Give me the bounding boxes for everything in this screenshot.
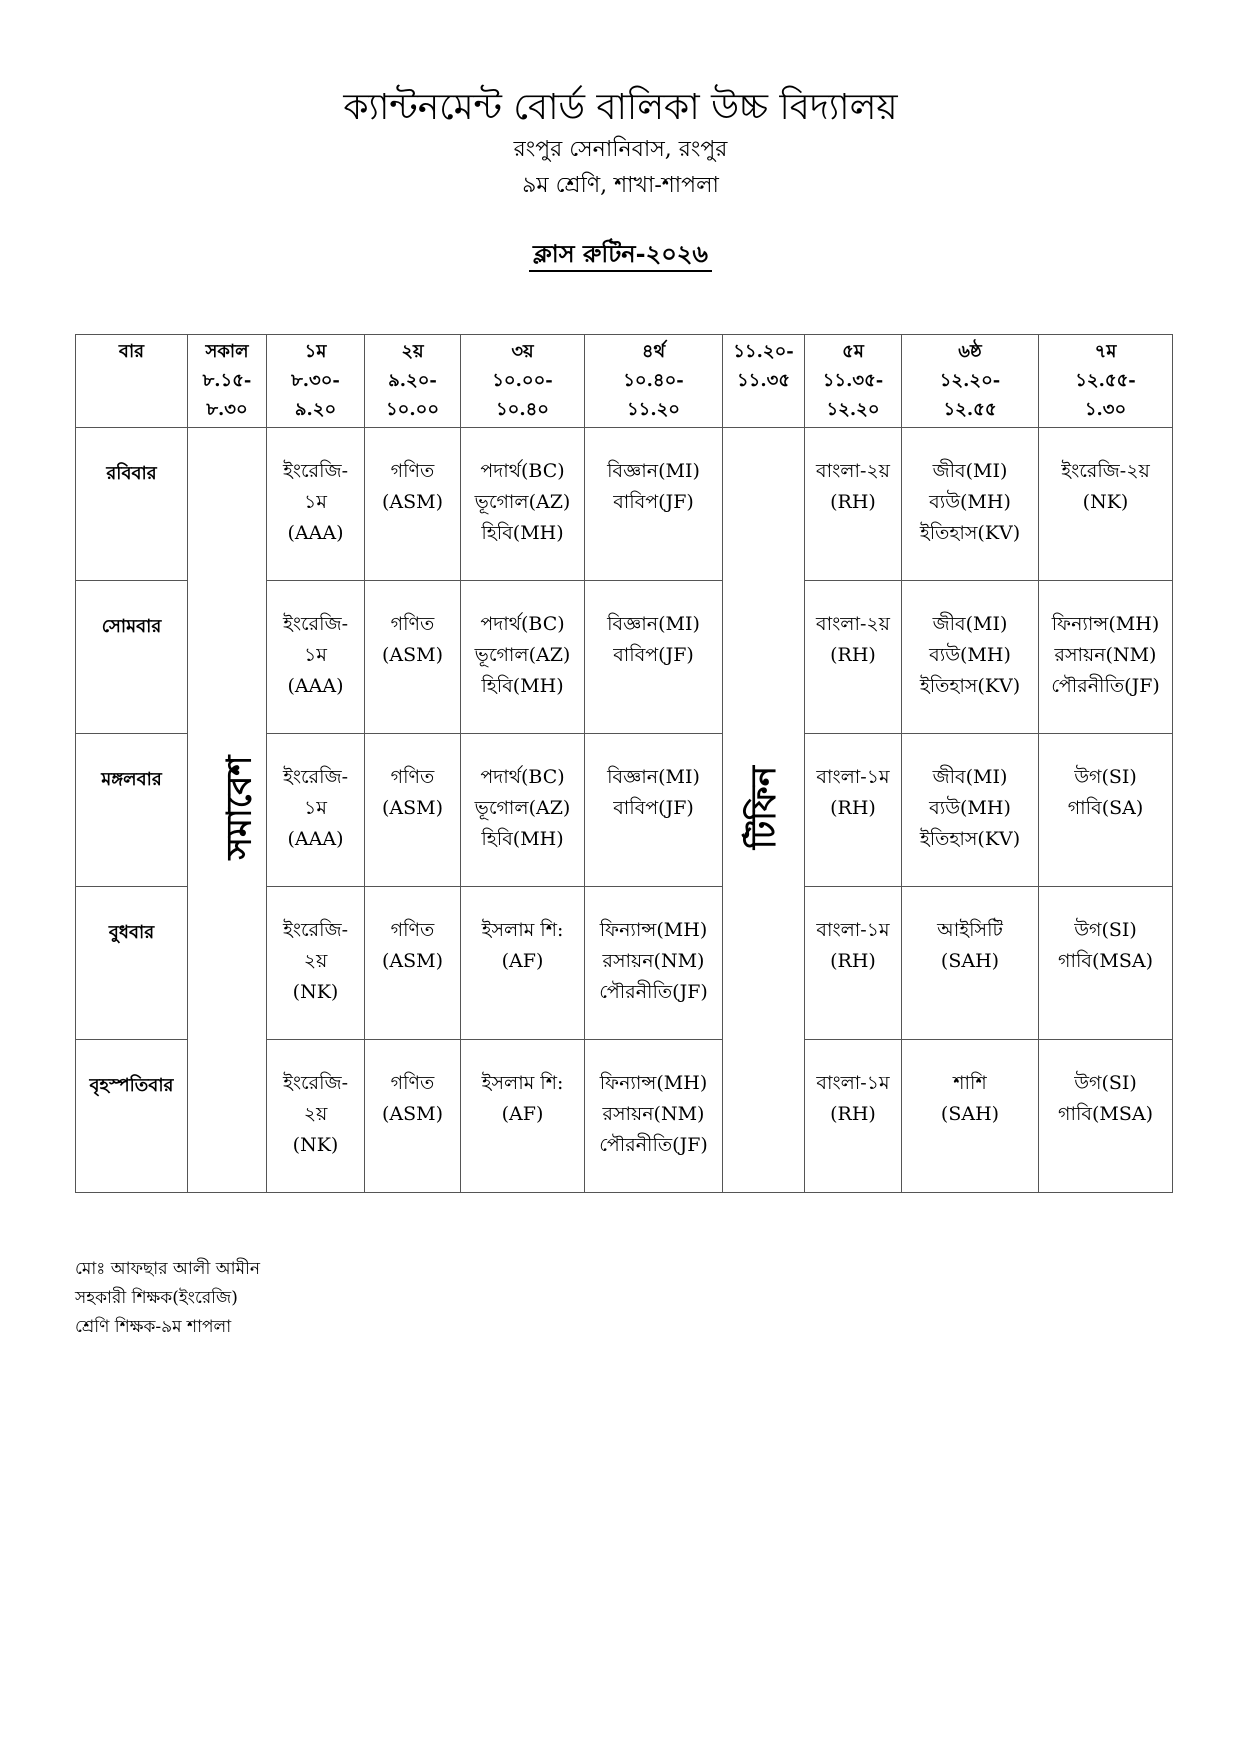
- cell-line: গাবি(MSA): [1058, 1103, 1153, 1125]
- school-address: রংপুর সেনানিবাস, রংপুর: [513, 137, 728, 162]
- period-cell: [461, 887, 585, 1040]
- cell-line: ৪র্থ: [641, 341, 666, 362]
- cell-line: (AF): [501, 1103, 544, 1125]
- cell-line: জীব(MI): [932, 613, 1008, 635]
- signature-block: [75, 1255, 260, 1342]
- cell-line: ১১.২০-: [733, 341, 794, 362]
- routine-title-wrap: [0, 236, 1241, 276]
- class-section: ৯ম শ্রেণি, শাখা-শাপলা: [522, 173, 719, 198]
- cell-line: ১০.৪০-: [623, 370, 684, 391]
- cell-line: ইসলাম শি:: [481, 919, 564, 941]
- cell-line: পদার্থ(BC): [480, 460, 565, 482]
- cell-line: ৮.৩০-: [291, 370, 340, 391]
- period-cell: [1039, 887, 1173, 1040]
- cell-line: বাবিপ(JF): [613, 644, 694, 666]
- period-cell: [805, 428, 902, 581]
- cell-line: আইসিটি: [937, 919, 1003, 941]
- period-cell: [902, 734, 1039, 887]
- day-cell: রবিবার: [76, 428, 188, 581]
- cell-line: জীব(MI): [932, 460, 1008, 482]
- cell-line: ৫ম: [842, 341, 864, 362]
- cell-line: বিজ্ঞান(MI): [607, 460, 700, 482]
- cell-line: (NK): [1082, 491, 1129, 513]
- cell-line: ফিন্যান্স(MH): [599, 1072, 708, 1094]
- period-cell: [1039, 581, 1173, 734]
- cell-line: (AAA): [287, 675, 344, 697]
- cell-line: ২য়: [401, 341, 424, 362]
- cell-line: সকাল: [205, 341, 249, 362]
- assembly-label: সমাবেশ: [219, 755, 260, 860]
- cell-line: ইসলাম শি:: [481, 1072, 564, 1094]
- period-cell: [585, 887, 723, 1040]
- cell-line: (ASM): [381, 491, 444, 513]
- cell-line: গণিত: [390, 919, 435, 941]
- cell-line: ইতিহাস(KV): [919, 675, 1021, 697]
- cell-line: গাবি(SA): [1067, 797, 1144, 819]
- cell-line: ইংরেজি-: [282, 766, 348, 788]
- column-header: [585, 335, 723, 428]
- cell-line: গণিত: [390, 766, 435, 788]
- period-cell: [585, 734, 723, 887]
- cell-line: ব্যউ(MH): [929, 644, 1011, 666]
- cell-line: ইংরেজি-: [282, 1072, 348, 1094]
- cell-line: ১২.৫৫: [943, 399, 997, 420]
- cell-line: বিজ্ঞান(MI): [607, 766, 700, 788]
- day-cell: মঙ্গলবার: [76, 734, 188, 887]
- period-cell: [1039, 1040, 1173, 1193]
- column-header: [805, 335, 902, 428]
- period-cell: [365, 581, 461, 734]
- cell-line: (SAH): [940, 1103, 1000, 1125]
- cell-line: (AAA): [287, 522, 344, 544]
- cell-line: শাশি: [953, 1072, 987, 1094]
- cell-line: (ASM): [381, 950, 444, 972]
- period-cell: [461, 1040, 585, 1193]
- cell-line: (RH): [830, 797, 876, 819]
- cell-line: (SAH): [940, 950, 1000, 972]
- cell-line: জীব(MI): [932, 766, 1008, 788]
- cell-line: ইংরেজি-: [282, 613, 348, 635]
- cell-line: ৮.১৫-: [202, 370, 252, 391]
- period-cell: [461, 581, 585, 734]
- cell-line: (ASM): [381, 797, 444, 819]
- cell-line: ইতিহাস(KV): [919, 522, 1021, 544]
- teacher-role: শ্রেণি শিক্ষক-৯ম শাপলা: [75, 1317, 232, 1337]
- table-row: [76, 428, 1173, 581]
- cell-line: বাংলা-২য়: [816, 460, 890, 482]
- cell-line: (RH): [830, 491, 876, 513]
- cell-line: রসায়ন(NM): [1054, 644, 1157, 666]
- period-cell: [267, 581, 365, 734]
- cell-line: ৯.২০: [294, 399, 337, 420]
- tiffin-label: টিফিন: [744, 765, 785, 850]
- cell-line: ৬ষ্ঠ: [958, 341, 982, 362]
- day-cell: বুধবার: [76, 887, 188, 1040]
- period-cell: [805, 1040, 902, 1193]
- cell-line: ১১.২০: [626, 399, 681, 420]
- period-cell: [267, 1040, 365, 1193]
- period-cell: [902, 581, 1039, 734]
- cell-line: ফিন্যান্স(MH): [599, 919, 708, 941]
- tiffin-cell: [723, 428, 805, 1193]
- cell-line: ১ম: [304, 797, 327, 819]
- cell-line: পৌরনীতি(JF): [599, 981, 708, 1003]
- cell-line: বাবিপ(JF): [613, 797, 694, 819]
- period-cell: [461, 428, 585, 581]
- cell-line: (RH): [830, 1103, 876, 1125]
- header-row: [76, 335, 1173, 428]
- period-cell: [461, 734, 585, 887]
- period-cell: [267, 428, 365, 581]
- column-header: [1039, 335, 1173, 428]
- routine-title: ক্লাস রুটিন-২০২৬: [529, 239, 712, 272]
- cell-line: ব্যউ(MH): [929, 797, 1011, 819]
- period-cell: [585, 1040, 723, 1193]
- column-header: [188, 335, 267, 428]
- cell-line: ভূগোল(AZ): [474, 797, 571, 819]
- column-header: [461, 335, 585, 428]
- cell-line: ইতিহাস(KV): [919, 828, 1021, 850]
- cell-line: ৮.৩০: [206, 399, 248, 420]
- period-cell: [805, 734, 902, 887]
- period-cell: [585, 581, 723, 734]
- cell-line: (AF): [501, 950, 544, 972]
- cell-line: (NK): [292, 1134, 339, 1156]
- cell-line: পদার্থ(BC): [480, 613, 565, 635]
- day-cell: বৃহস্পতিবার: [76, 1040, 188, 1193]
- table-body: [76, 428, 1173, 1193]
- cell-line: গাবি(MSA): [1058, 950, 1153, 972]
- cell-line: (NK): [292, 981, 339, 1003]
- cell-line: ভূগোল(AZ): [474, 644, 571, 666]
- cell-line: রসায়ন(NM): [602, 950, 705, 972]
- column-header: [76, 335, 188, 428]
- cell-line: ৩য়: [511, 341, 534, 362]
- period-cell: [902, 887, 1039, 1040]
- cell-line: ১২.২০-: [939, 370, 1001, 391]
- period-cell: [1039, 734, 1173, 887]
- cell-line: ফিন্যান্স(MH): [1051, 613, 1160, 635]
- period-cell: [365, 428, 461, 581]
- cell-line: হিবি(MH): [481, 675, 564, 697]
- cell-line: ১১.৩৫-: [822, 370, 884, 391]
- cell-line: ইংরেজি-২য়: [1061, 460, 1150, 482]
- cell-line: গণিত: [390, 613, 435, 635]
- assembly-cell: [188, 428, 267, 1193]
- period-cell: [902, 1040, 1039, 1193]
- cell-line: ১০.০০: [385, 399, 440, 420]
- cell-line: বিজ্ঞান(MI): [607, 613, 700, 635]
- cell-line: ৭ম: [1094, 341, 1117, 362]
- period-cell: [365, 1040, 461, 1193]
- cell-line: গণিত: [390, 1072, 435, 1094]
- cell-line: ১০.৪০: [495, 399, 550, 420]
- cell-line: ভূগোল(AZ): [474, 491, 571, 513]
- cell-line: পদার্থ(BC): [480, 766, 565, 788]
- cell-line: বার: [118, 341, 145, 362]
- cell-line: ২য়: [303, 1103, 328, 1125]
- school-name: ক্যান্টনমেন্ট বোর্ড বালিকা উচ্চ বিদ্যালয়: [343, 87, 898, 128]
- cell-line: ১ম: [304, 644, 327, 666]
- cell-line: (ASM): [381, 644, 444, 666]
- cell-line: ইংরেজি-: [282, 919, 348, 941]
- cell-line: হিবি(MH): [481, 522, 564, 544]
- period-cell: [267, 734, 365, 887]
- column-header: [267, 335, 365, 428]
- cell-line: ১ম: [304, 341, 327, 362]
- period-cell: [902, 428, 1039, 581]
- cell-line: পৌরনীতি(JF): [599, 1134, 708, 1156]
- cell-line: (RH): [830, 950, 876, 972]
- column-header: [365, 335, 461, 428]
- cell-line: ইংরেজি-: [282, 460, 348, 482]
- teacher-designation: সহকারী শিক্ষক(ইংরেজি): [75, 1288, 238, 1308]
- cell-line: উগ(SI): [1074, 766, 1137, 788]
- cell-line: (ASM): [381, 1103, 444, 1125]
- cell-line: বাংলা-১ম: [816, 919, 890, 941]
- cell-line: বাংলা-১ম: [816, 766, 890, 788]
- cell-line: ৯.২০-: [388, 370, 437, 391]
- cell-line: রসায়ন(NM): [602, 1103, 705, 1125]
- cell-line: বাবিপ(JF): [613, 491, 694, 513]
- cell-line: ১.৩০: [1084, 399, 1127, 420]
- cell-line: উগ(SI): [1074, 919, 1137, 941]
- cell-line: ব্যউ(MH): [929, 491, 1011, 513]
- cell-line: ২য়: [303, 950, 328, 972]
- cell-line: পৌরনীতি(JF): [1051, 675, 1160, 697]
- period-cell: [365, 887, 461, 1040]
- column-header: [902, 335, 1039, 428]
- class-routine-table: [75, 334, 1173, 1193]
- cell-line: গণিত: [390, 460, 435, 482]
- cell-line: বাংলা-২য়: [816, 613, 890, 635]
- period-cell: [365, 734, 461, 887]
- day-cell: সোমবার: [76, 581, 188, 734]
- cell-line: বাংলা-১ম: [816, 1072, 890, 1094]
- period-cell: [1039, 428, 1173, 581]
- period-cell: [805, 887, 902, 1040]
- period-cell: [585, 428, 723, 581]
- cell-line: (AAA): [287, 828, 344, 850]
- teacher-name: মোঃ আফছার আলী আমীন: [75, 1259, 261, 1279]
- cell-line: ১১.৩৫: [736, 370, 790, 391]
- cell-line: ১০.০০-: [492, 370, 553, 391]
- cell-line: ১২.৫৫-: [1075, 370, 1136, 391]
- column-header: [723, 335, 805, 428]
- period-cell: [805, 581, 902, 734]
- period-cell: [267, 887, 365, 1040]
- cell-line: (RH): [830, 644, 876, 666]
- cell-line: ১ম: [304, 491, 327, 513]
- cell-line: ১২.২০: [826, 399, 880, 420]
- cell-line: হিবি(MH): [481, 828, 564, 850]
- cell-line: উগ(SI): [1074, 1072, 1137, 1094]
